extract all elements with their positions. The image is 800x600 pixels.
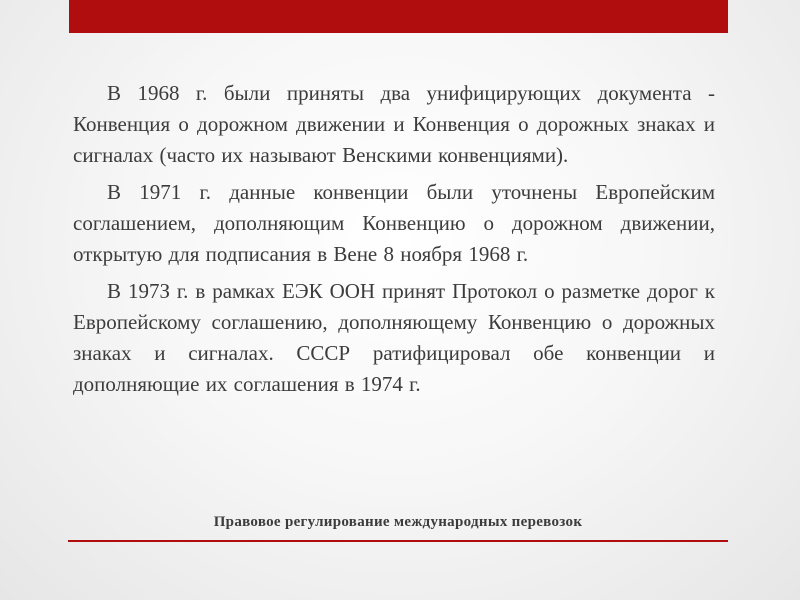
paragraph-1973-protocol: В 197З г. в рамках ЕЭК ООН принят Протокол о разметке дорог к Европейскому соглашению, дополняющему Конвенцию о дорожных знаках и сигналах. СССР ратифицировал обе конвенции и дополняющие их соглашения в 1974 г. <box>73 279 715 396</box>
slide-body <box>73 78 715 406</box>
top-accent-bar <box>69 0 728 33</box>
paragraph-1971-agreement: В 1971 г. данные конвенции были уточнены Европейским соглашением, дополняющим Конвенцию о дорожном движении, открытую для подписания в Вене 8 ноября 1968 г. <box>73 180 715 266</box>
paragraph-1968-conventions: В 1968 г. были приняты два унифицирующих документа - Конвенция о дорожном движении и Конвенция о дорожных знаках и сигналах (часто их называют Венскими конвенциями). <box>73 81 715 167</box>
footer-divider <box>68 540 728 542</box>
footer-title: Правовое регулирование международных перевозок <box>213 514 583 530</box>
